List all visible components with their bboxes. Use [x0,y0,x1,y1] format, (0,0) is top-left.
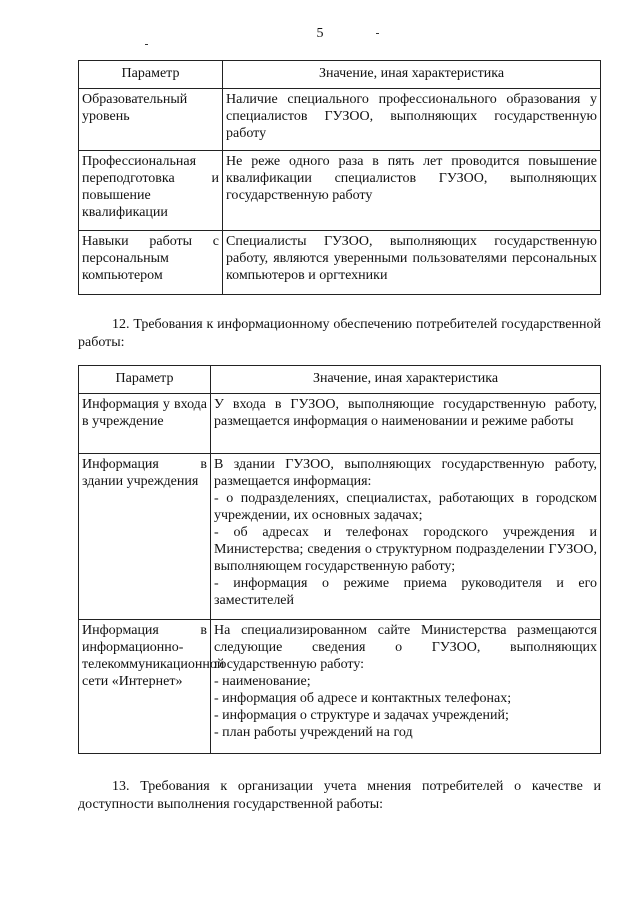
parameter-cell: Информация в здании учреждения [79,454,211,620]
parameter-cell: Информация в информационно-телекоммуникационной сети «Интернет» [79,620,211,754]
parameter-cell: Навыки работы с персональным компьютером [79,231,223,295]
parameter-cell: Информация у входа в учреждение [79,394,211,454]
table-row [79,89,601,151]
table-row [79,620,601,754]
table-row [79,454,601,620]
paragraph-12: 12. Требования к информационному обеспечению потребителей государственной работы: [78,317,601,350]
value-line: - информация об адресе и контактных телефонах; [214,691,512,706]
value-line: У входа в ГУЗОО, выполняющие государственную работу, размещается информация о наименовании и режиме работы [214,397,597,429]
value-cell: Наличие специального профессионального образования у специалистов ГУЗОО, выполняющих государственную работу [223,89,601,151]
requirements-table-staff [78,60,601,295]
value-line: На специализированном сайте Министерства размещаются следующие сведения о ГУЗОО, выполняющих государственную работу: [214,623,597,672]
table-row [79,394,601,454]
parameter-cell: Образовательный уровень [79,89,223,151]
scan-speck [376,33,379,34]
value-line: - об адресах и телефонах городского учреждения и Министерства; сведения о структурном подразделении ГУЗОО, выполняющем государственную работу; [214,525,597,574]
value-line: - информация о режиме приема руководителя и его заместителей [214,576,597,608]
value-cell: Не реже одного раза в пять лет проводится повышение квалификации специалистов ГУЗОО, выполняющих государственную работу [223,151,601,231]
value-cell [211,454,601,620]
value-line: В здании ГУЗОО, выполняющих государственную работу, размещается информация: [214,457,597,489]
value-line: - план работы учреждений на год [214,725,413,740]
parameter-cell: Профессиональная переподготовка и повышение квалификации [79,151,223,231]
value-cell [211,394,601,454]
page-number: 5 [316,26,324,41]
paragraph-13: 13. Требования к организации учета мнения потребителей о качестве и доступности выполнения государственной работы: [78,779,601,812]
value-cell: Специалисты ГУЗОО, выполняющих государственную работу, являются уверенными пользователями персональных компьютеров и оргтехники [223,231,601,295]
column-header-value: Значение, иная характеристика [223,61,601,89]
column-header-value: Значение, иная характеристика [211,366,601,394]
table-row [79,231,601,295]
value-cell [211,620,601,754]
column-header-parameter: Параметр [79,61,223,89]
value-line: - о подразделениях, специалистах, работающих в городском учреждении, их основных задачах; [214,491,597,523]
scan-speck [145,44,148,45]
column-header-parameter: Параметр [79,366,211,394]
table-row [79,151,601,231]
value-line: - информация о структуре и задачах учреждений; [214,708,509,723]
value-line: - наименование; [214,674,311,689]
requirements-table-information [78,365,601,754]
